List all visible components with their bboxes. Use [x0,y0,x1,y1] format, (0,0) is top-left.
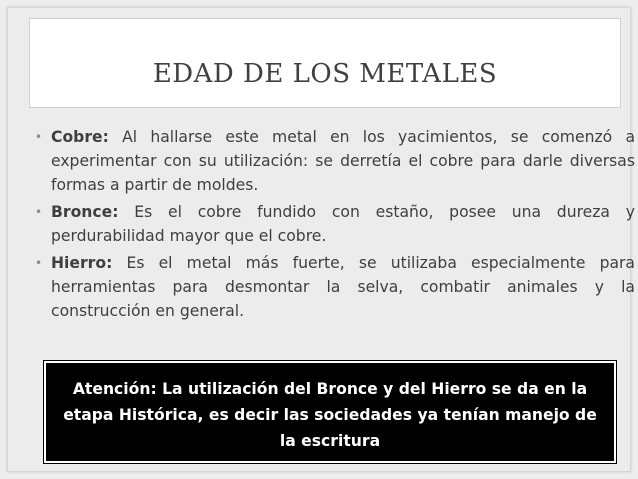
bullet-cobre [35,125,635,197]
bullet-text: Es el cobre fundido con estaño, posee una dureza y perdurabilidad mayor que el cobre. [51,203,635,245]
bullet-hierro [35,251,635,323]
bullet-dot-icon: • [35,205,43,219]
bullet-list [35,125,635,326]
bullet-bronce [35,200,635,248]
bullet-term: Hierro: [51,254,113,272]
slide [7,7,635,472]
bullet-dot-icon: • [35,256,43,270]
bullet-term: Bronce: [51,203,119,221]
bullet-text: Es el metal más fuerte, se utilizaba especialmente para herramientas para desmontar la selva, combatir animales y la construcción en general. [51,254,635,320]
bullet-dot-icon: • [35,130,43,144]
bullet-text: Al hallarse este metal en los yacimientos, se comenzó a experimentar con su utilización: se derretía el cobre para darle diversas formas a partir de moldes. [51,128,635,194]
notice-box: Atención: La utilización del Bronce y del Hierro se da en la etapa Histórica, es decir las sociedades ya tenían manejo de la escritura [44,361,616,463]
title-box [29,18,621,108]
slide-title: EDAD DE LOS METALES [152,59,498,89]
bullet-term: Cobre: [51,128,109,146]
